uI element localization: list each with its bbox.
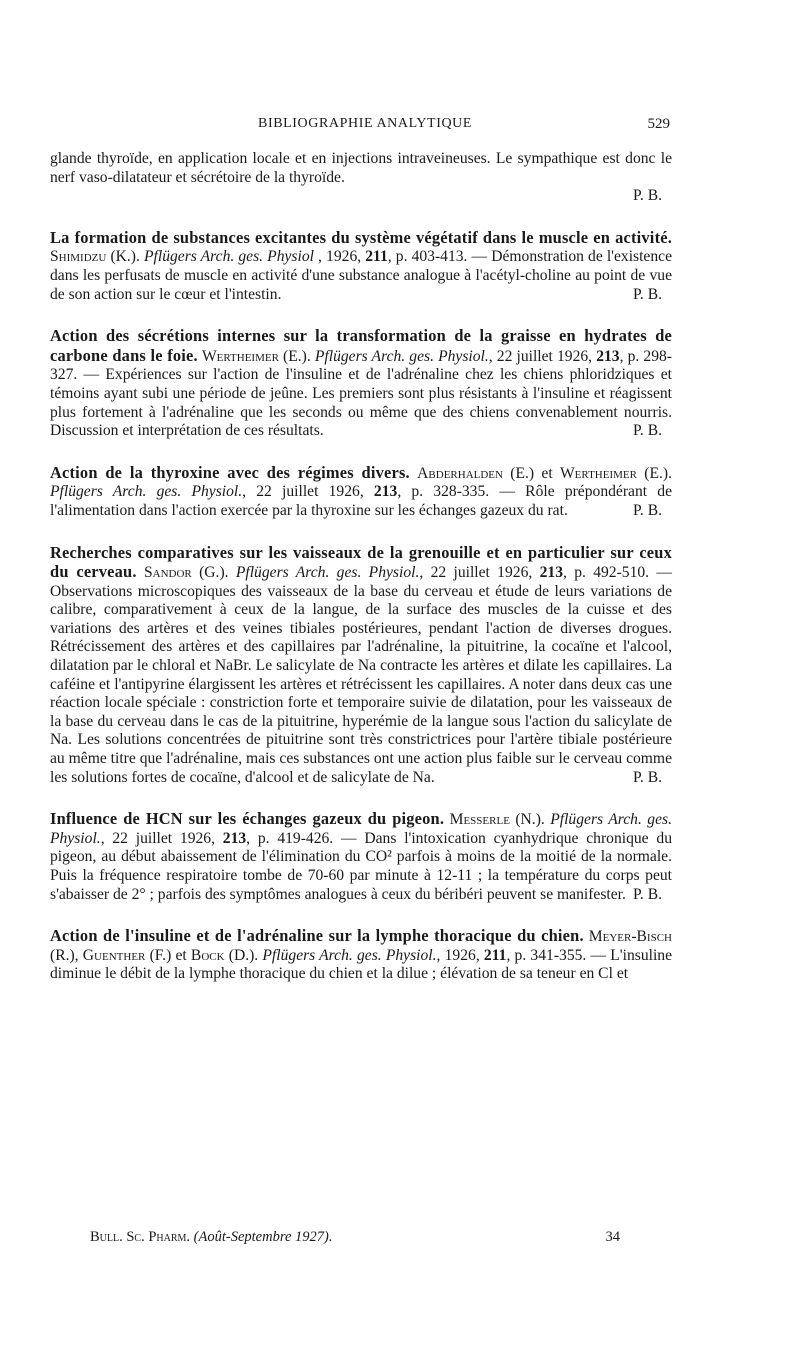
entry-title: Recherches comparatives sur les vaisseaux de la grenouille et en particulier sur ceux du cerveau.	[50, 542, 672, 582]
entry-journal: Pflügers Arch. ges. Physiol.	[314, 347, 489, 365]
entry-volume: 211	[483, 946, 507, 964]
footer-journal: Bull. Sc. Pharm.	[90, 1229, 191, 1245]
entry-abstract: , p. 298-327. — Expériences sur l'action de l'insuline et de l'adrénaline chez les chiens phloridziques et témoins ayant subi une période de jeûne. Les premiers sont plus résistants à l'insuline et réagissent plus fortement à l'adrénaline que les seconds ou même que des chiens convenablement nourris. Discussion et interprétation de ces résultats.	[50, 347, 672, 440]
running-title: BIBLIOGRAPHIE ANALYTIQUE	[258, 116, 473, 131]
entry-date: , 1926,	[313, 248, 366, 266]
entry-author-2-initials: (E.).	[636, 464, 672, 482]
running-header	[50, 116, 670, 140]
entry-title: Influence de HCN sur les échanges gazeux du pigeon.	[50, 809, 445, 829]
entry-title: Action de la thyroxine avec des régimes divers.	[50, 462, 410, 482]
page-footer	[90, 1229, 620, 1251]
entry-author-initials: (K.).	[106, 248, 144, 266]
entry-signature: P. B.	[632, 885, 662, 903]
entry-journal: Pflügers Arch. ges. Physiol.	[50, 483, 243, 501]
entry-author: Shimidzu	[50, 248, 107, 266]
entry-continued	[50, 150, 672, 206]
entry-abstract: , p. 492-510. — Observations microscopiques des vaisseaux de la base du cerveau et étude de leurs variations de calibre, comparativement à ceux de la langue, de la surface des muscles de la cuisse et des variations des artères et des veines tibiales postérieures, pendant l'action de diverses drogues. Rétrécissement des artères et des capillaires par l'adrénaline, la pituitrine, la cocaïne et l'alcool, dilatation par le chloral et NaBr. Le salicylate de Na contracte les artères et dilate les capillaires. La caféine et l'antipyrine élargissent les artères et rétrécissent les capillaires. A noter dans deux cas une réaction locale spéciale : constriction forte et temporaire suivie de dilatation, pour les vaisseaux de la base du cerveau dans le cas de la pituitrine, hyperémie de la langue sous l'action du salicylate de Na. Les solutions concentrées de pituitrine sont très constrictrices pour l'artère tibiale postérieure au même titre que l'adrénaline, mais ces substances ont une action plus faible sur le cerveau comme les solutions fortes de cocaïne, d'alcool et de salicylate de Na.	[50, 564, 672, 786]
entry-author-initials: (E.).	[278, 347, 315, 365]
footer-issue: (Août-Septembre 1927).	[193, 1229, 333, 1245]
entry-author: Sandor	[143, 564, 192, 582]
entry-author-initials: (G.).	[191, 564, 236, 582]
bibliography-entry	[50, 327, 672, 441]
entry-journal: Pflügers Arch. ges. Physiol.	[235, 564, 420, 582]
bibliography-entry	[50, 544, 672, 788]
entry-volume: 213	[373, 483, 398, 501]
page-body	[50, 150, 672, 1007]
entry-title: La formation de substances excitantes du système végétatif dans le muscle en activité.	[50, 227, 672, 247]
entry-author-3: Bock	[190, 946, 225, 964]
entry-volume: 213	[539, 564, 563, 582]
entry-author-initials: (N.).	[509, 811, 551, 829]
entry-date: , 22 juillet 1926,	[488, 347, 597, 365]
entry-signature: P. B.	[632, 422, 662, 440]
entry-abstract: , p. 403-413. — Démonstration de l'existence dans les perfusats de muscle en activité d'une substance analogue à l'acétyl-choline au point de vue de son action sur le cœur et l'intestin.	[50, 248, 672, 303]
bibliography-entry	[50, 464, 672, 521]
bibliography-entry	[50, 927, 672, 984]
entry-author-2-initials: (F.) et	[145, 946, 191, 964]
entry-volume: 213	[596, 347, 620, 365]
entry-signature: P. B.	[632, 768, 662, 786]
entry-author-2: Guenther	[82, 946, 146, 964]
entry-date: , 22 juillet 1926,	[242, 483, 374, 501]
entry-signature: P. B.	[632, 187, 662, 205]
entry-title: Action de l'insuline et de l'adrénaline sur la lymphe thoracique du chien.	[50, 926, 584, 946]
entry-abstract: , p. 328-335. — Rôle prépondérant de l'alimentation dans l'action exercée par la thyroxine sur les échanges gazeux du rat.	[50, 483, 672, 519]
entry-date: , 22 juillet 1926,	[100, 829, 223, 847]
entry-volume: 213	[222, 829, 247, 847]
entry-author: Abderhalden	[417, 464, 503, 482]
entry-journal: Pflügers Arch. ges. Physiol.	[262, 946, 437, 964]
entry-journal: Pflügers Arch. ges. Physiol	[144, 248, 314, 266]
entry-author: Messerle	[449, 811, 510, 829]
entry-author-3-initials: (D.).	[224, 946, 263, 964]
entry-text: glande thyroïde, en application locale et en injections intraveineuses. Le sympathique est donc le nerf vaso-dilatateur et sécrétoire de la thyroïde.	[50, 150, 672, 186]
entry-signature: P. B.	[632, 501, 662, 519]
entry-journal: Pflügers Arch. ges. Physiol.	[50, 811, 672, 847]
entry-author: Meyer-Bisch	[588, 928, 672, 946]
entry-date: , 22 juillet 1926,	[419, 564, 540, 582]
entry-author-initials: (E.) et	[502, 464, 560, 482]
entry-date: , 1926,	[436, 946, 484, 964]
page-number: 529	[647, 116, 670, 132]
footer-citation	[90, 1229, 332, 1246]
entry-author: Wertheimer	[201, 347, 279, 365]
footer-signature-mark: 34	[605, 1229, 620, 1245]
entry-title: Action des sécrétions internes sur la transformation de la graisse en hydrates de carbone dans le foie.	[50, 326, 672, 365]
entry-abstract: , p. 419-426. — Dans l'intoxication cyanhydrique chronique du pigeon, au début abaissement de l'élimination du CO² parfois à moins de la moitié de la normale. Puis la fréquence respiratoire tombe de 70-60 par minute à 12-11 ; la température du corps peut s'abaisser de 2° ; parfois des symptômes analogues à ceux du béribéri peuvent se manifester.	[50, 829, 672, 903]
entry-author-2: Wertheimer	[559, 464, 637, 482]
entry-abstract: , p. 341-355. — L'insuline diminue le débit de la lymphe thoracique du chien et la dilue ; élévation de sa teneur en Cl et	[50, 946, 672, 983]
entry-author-initials: (R.),	[50, 946, 83, 964]
bibliography-entry	[50, 229, 672, 304]
entry-signature: P. B.	[632, 285, 662, 303]
bibliography-entry	[50, 810, 672, 904]
entry-volume: 211	[365, 248, 388, 266]
